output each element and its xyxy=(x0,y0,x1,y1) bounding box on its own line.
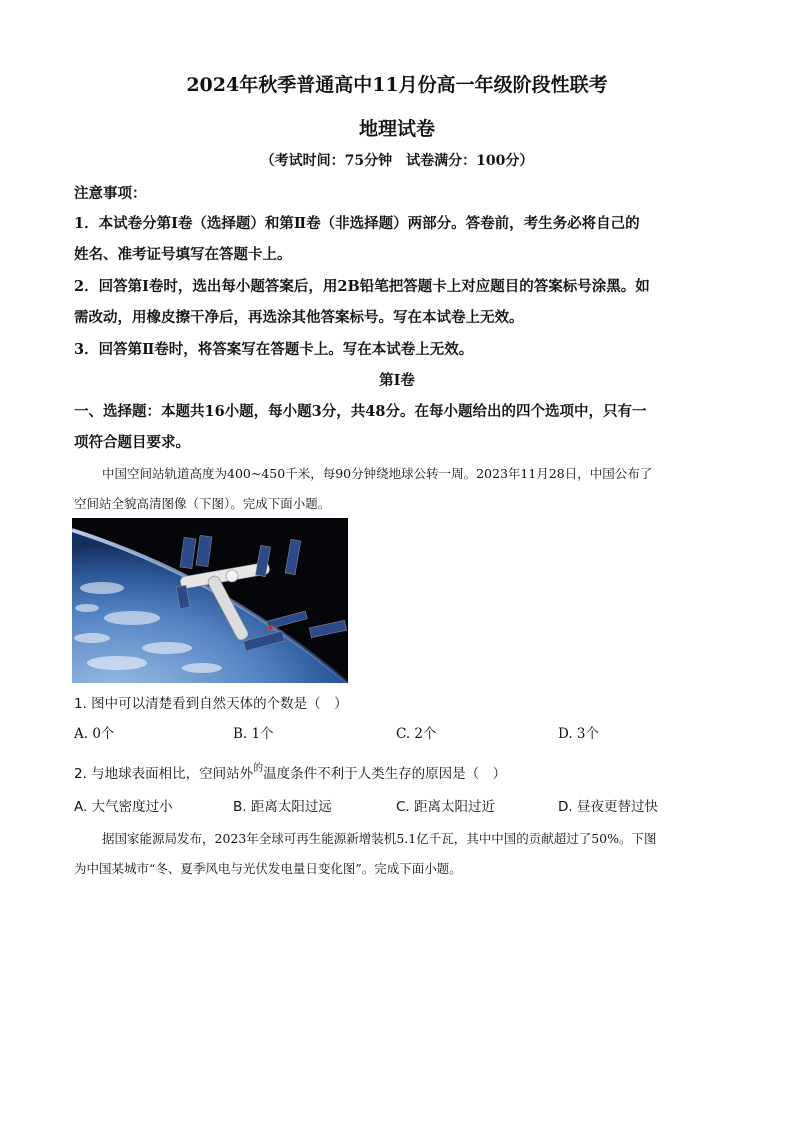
question-1-option-b[interactable]: B. 1个 xyxy=(233,726,274,742)
question-2-option-d[interactable]: D. 昼夜更替过快 xyxy=(558,799,658,815)
question-1-option-d[interactable]: D. 3个 xyxy=(558,726,600,742)
notice-heading: 注意事项： xyxy=(74,185,147,202)
notice-item-1-line-1: 1．本试卷分第Ⅰ卷（选择题）和第Ⅱ卷（非选择题）两部分。答卷前，考生务必将自己的 xyxy=(74,215,640,232)
notice-item-2-line-2: 需改动，用橡皮擦干净后，再选涂其他答案标号。写在本试卷上无效。 xyxy=(74,309,524,326)
notice-item-1-line-2: 姓名、准考证号填写在答题卡上。 xyxy=(74,246,292,263)
part-instruction-line-1: 一、选择题：本题共16小题，每小题3分，共48分。在每小题给出的四个选项中，只有一 xyxy=(74,403,647,420)
question-2-stem-superscript: 的 xyxy=(253,763,264,774)
subject-title: 地理试卷 xyxy=(358,118,435,140)
question-1-option-c[interactable]: C. 2个 xyxy=(396,726,437,742)
question-2-stem-part-1: 2. 与地球表面相比，空间站外 xyxy=(74,766,254,782)
part-instruction-line-2: 项符合题目要求。 xyxy=(74,434,190,451)
question-1-option-a[interactable]: A. 0个 xyxy=(74,726,115,742)
question-2-option-a[interactable]: A. 大气密度过小 xyxy=(74,799,173,815)
material-1-line-2: 空间站全貌高清图像（下图）。完成下面小题。 xyxy=(74,496,331,511)
notice-item-2-line-1: 2．回答第Ⅰ卷时，选出每小题答案后，用2B铅笔把答题卡上对应题目的答案标号涂黑。如 xyxy=(74,278,650,295)
question-2-option-b[interactable]: B. 距离太阳过远 xyxy=(233,799,332,815)
exam-title: 2024年秋季普通高中11月份高一年级阶段性联考 xyxy=(186,74,608,96)
volume-heading: 第Ⅰ卷 xyxy=(379,372,415,389)
exam-info: （考试时间：75分钟 试卷满分：100分） xyxy=(260,153,534,169)
question-2-option-c[interactable]: C. 距离太阳过近 xyxy=(396,799,496,815)
material-1-line-1: 中国空间站轨道高度为400~450千米，每90分钟绕地球公转一周。2023年11月28日，中国公布了 xyxy=(102,466,653,481)
question-1-stem: 1. 图中可以清楚看到自然天体的个数是（ ） xyxy=(74,696,348,712)
question-2-stem xyxy=(74,762,506,782)
question-2-stem-part-2: 温度条件不利于人类生存的原因是（ ） xyxy=(263,766,507,782)
material-2-line-2: 为中国某城市“冬、夏季风电与光伏发电量日变化图”。完成下面小题。 xyxy=(74,861,462,876)
notice-item-3: 3．回答第Ⅱ卷时，将答案写在答题卡上。写在本试卷上无效。 xyxy=(74,341,474,358)
space-station-image xyxy=(72,518,348,683)
material-2-line-1: 据国家能源局发布，2023年全球可再生能源新增装机5.1亿千瓦，其中中国的贡献超过了50%。下图 xyxy=(102,831,657,846)
space-station-photo xyxy=(72,518,348,683)
